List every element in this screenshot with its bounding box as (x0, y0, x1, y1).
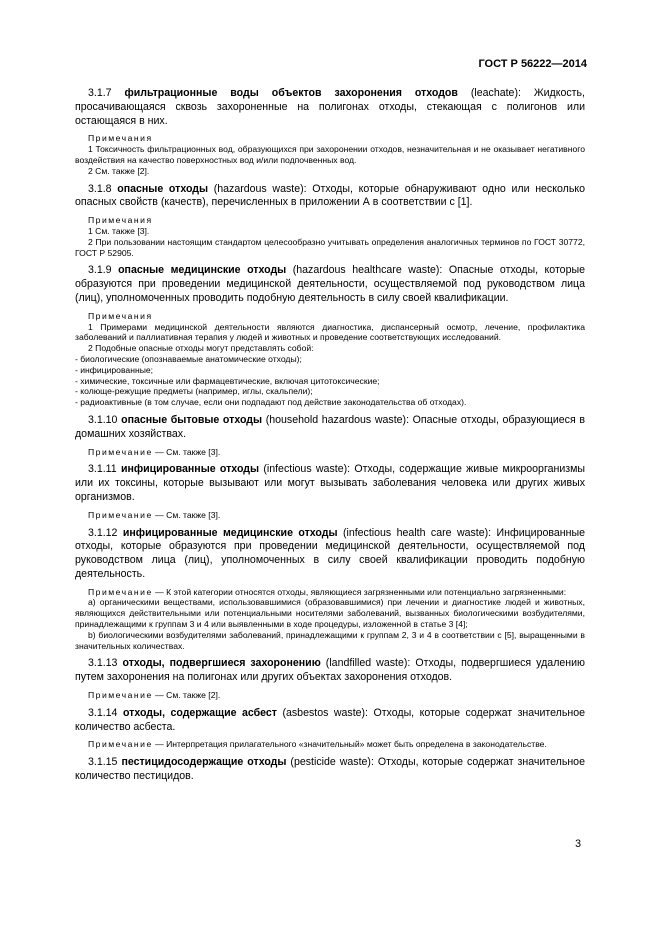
note: Примечание — См. также [2]. (88, 690, 221, 701)
term-name: опасные бытовые отходы (121, 413, 263, 426)
note-item: а) органическими веществами, использовавшимися (образовавшимися) при лечении и диагностике людей и животных, являющихся действительными или потенциальными носителями заболеваний, вызванных биологическими возбудителями, принадлежащими к группам 3 и 4 или выявленными в ходе процедуры, изложенной в статье 3 [4]; (75, 597, 585, 630)
list-item: - химические, токсичные или фармацевтические, включая цитотоксические; (75, 375, 380, 386)
notes-heading: Примечания (88, 215, 153, 226)
note: 1 См. также [3]. (88, 225, 150, 236)
term-name: отходы, подвергшиеся захоронению (122, 657, 321, 670)
term-name: инфицированные отходы (120, 463, 260, 476)
note-item: b) биологическими возбудителями заболеваний, принадлежащими к группам 2, 3 и 4 в соответствии с [5], выращенными в значительных количествах. (75, 629, 585, 651)
note: Примечание — См. также [3]. (88, 509, 221, 520)
notes-heading: Примечания (88, 310, 153, 321)
list-item: - инфицированные; (75, 364, 154, 375)
term-entry: 3.1.7 фильтрационные воды объектов захоронения отходов (leachate): Жидкость, просачивающаяся сквозь захороненные на полигонах отходы, стекающая с полигонов или остающаяся в них. (75, 87, 585, 127)
note: Примечание — К этой категории относятся отходы, являющиеся загрязненными или потенциально загрязненными: (88, 586, 567, 597)
note: 2 Подобные опасные отходы могут представлять собой: (88, 343, 314, 354)
document-header: ГОСТ Р 56222—2014 (478, 58, 587, 70)
term-entry: 3.1.8 опасные отходы (hazardous waste): Отходы, которые обнаруживают одно или несколько опасных свойств (качеств), перечисленных в приложении А в соответствии с [1]. (75, 182, 585, 209)
term-name: отходы, содержащие асбест (122, 706, 277, 719)
term-name: опасные медицинские отходы (118, 264, 287, 277)
note: 1 Токсичность фильтрационных вод, образующихся при захоронении отходов, незначительная и не оказывает негативного воздействия на качество поверхностных вод и/или подпочвенных вод. (75, 144, 585, 165)
note: Примечание — См. также [3]. (88, 446, 221, 457)
term-entry: 3.1.9 опасные медицинские отходы (hazardous healthcare waste): Опасные отходы, которые образуются при проведении медицинской деятельности, осуществляемой под руководством лица (лиц), уполномоченных проводить подобную деятельность в силу своей квалификации. (75, 264, 585, 304)
notes-heading: Примечания (88, 133, 153, 144)
term-entry: 3.1.15 пестицидосодержащие отходы (pesticide waste): Отходы, которые содержат значительное количество пестицидов. (75, 756, 585, 783)
list-item: - колюще-режущие предметы (например, иглы, скальпели); (75, 386, 313, 397)
note: 1 Примерами медицинской деятельности являются диагностика, диспансерный осмотр, лечение, профилактика заболеваний и паллиативная терапия у людей и животных и проведение соответствующих исследований. (75, 321, 585, 343)
term-name: фильтрационные воды объектов захоронения отходов (124, 87, 458, 99)
term-entry: 3.1.11 инфицированные отходы (infectious waste): Отходы, содержащие живые микроорганизмы или их токсины, которые вызывают или могут вызывать заболевания человека или других живых организмов. (75, 463, 585, 503)
list-item: - радиоактивные (в том случае, если они подпадают под действие законодательства об отходах). (75, 397, 467, 408)
term-entry: 3.1.10 опасные бытовые отходы (household hazardous waste): Опасные отходы, образующиеся в домашних хозяйствах. (75, 413, 585, 440)
term-entry: 3.1.14 отходы, содержащие асбест (asbestos waste): Отходы, которые содержат значительное количество асбеста. (75, 706, 585, 733)
note: 2 См. также [2]. (88, 165, 150, 176)
term-entry: 3.1.12 инфицированные медицинские отходы (infectious health care waste): Инфицированные отходы, которые образуются при проведении медицинской деятельности, осуществляемой под руководством лица (лиц), уполномоченных в силу своей квалификации проводить подобную деятельность. (75, 526, 585, 580)
list-item: - биологические (опознаваемые анатомические отходы); (75, 353, 302, 364)
document-content (75, 87, 585, 789)
term-name: инфицированные медицинские отходы (122, 526, 338, 539)
note: 2 При пользовании настоящим стандартом целесообразно учитывать определения аналогичных терминов по ГОСТ 30772, ГОСТ Р 52905. (75, 236, 585, 258)
term-entry: 3.1.13 отходы, подвергшиеся захоронению (landfilled waste): Отходы, подвергшиеся удалению путем захоронения на полигонах или других объектах захоронения отходов. (75, 657, 585, 684)
note: Примечание — Интерпретация прилагательного «значительный» может быть определена в законодательстве. (88, 739, 547, 750)
term-name: опасные отходы (117, 182, 209, 195)
term-name: пестицидосодержащие отходы (121, 756, 287, 769)
page-number: 3 (575, 838, 581, 850)
